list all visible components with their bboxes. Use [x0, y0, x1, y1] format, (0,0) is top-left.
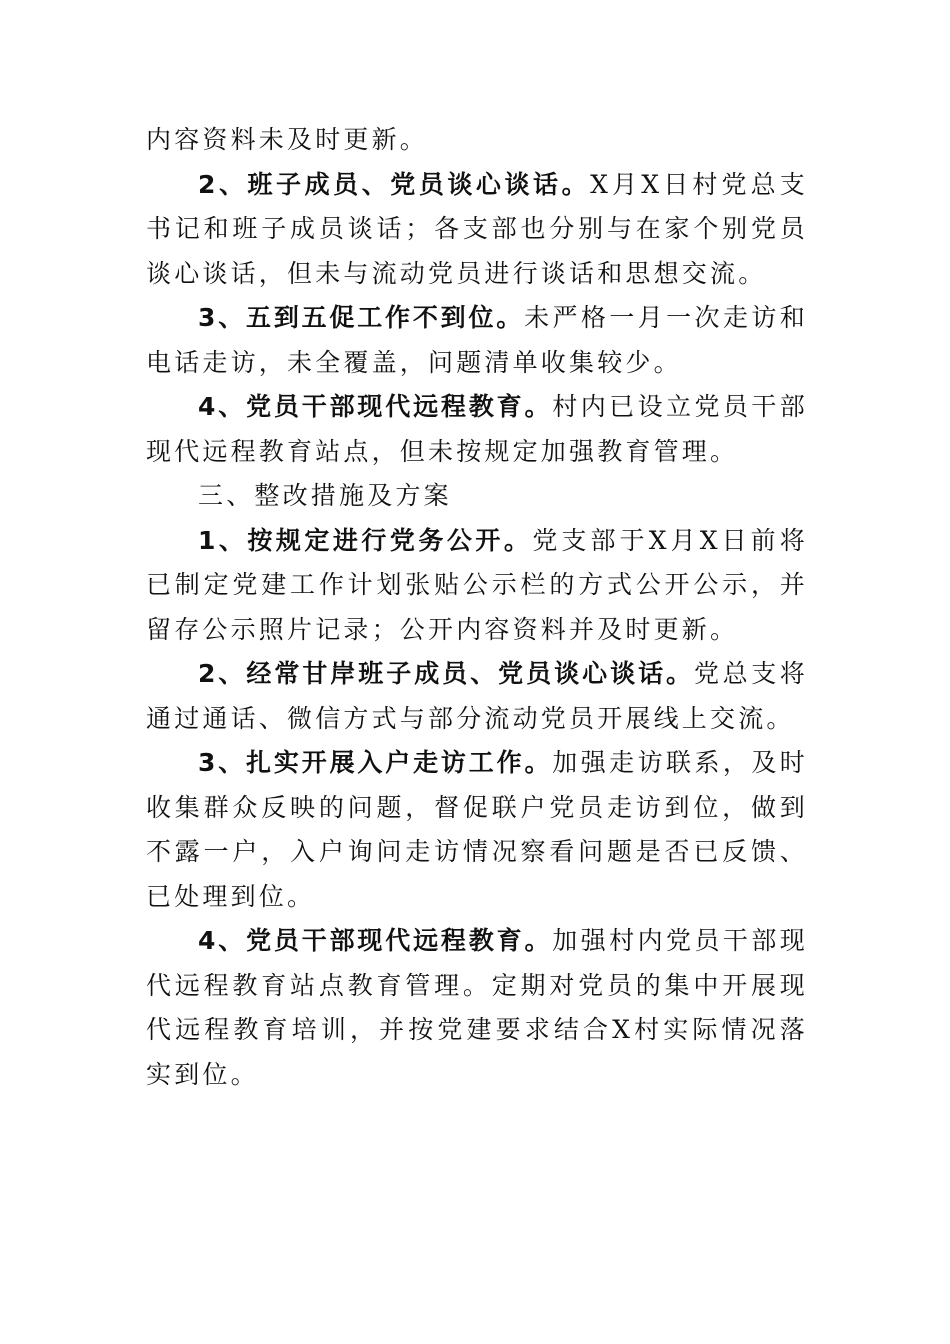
measure-lead: 4、党员干部现代远程教育。 — [198, 926, 553, 955]
measure-lead: 2、经常甘岸班子成员、党员谈心谈话。 — [198, 659, 695, 688]
problem-lead: 4、党员干部现代远程教育。 — [198, 392, 553, 421]
document-body — [146, 118, 808, 1097]
problem-lead: 2、班子成员、党员谈心谈话。 — [198, 169, 591, 199]
measure-paragraph-1 — [146, 519, 808, 653]
measure-paragraph-2 — [146, 652, 808, 741]
problem-lead: 3、五到五促工作不到位。 — [198, 303, 525, 332]
measure-body: 加强走访联系，及时收集群众反映的问题，督促联户党员走访到位，做到不露一户，入户询问走访情况察看问题是否已反馈、已处理到位。 — [146, 748, 808, 911]
problem-paragraph-4 — [146, 385, 808, 474]
problem-paragraph-2 — [146, 163, 808, 297]
section-heading: 三、整改措施及方案 — [198, 481, 452, 510]
measure-paragraph-3 — [146, 741, 808, 919]
measure-lead: 3、扎实开展入户走访工作。 — [198, 748, 553, 777]
measure-body: 党支部于X月X日前将已制定党建工作计划张贴公示栏的方式公开公示，并留存公示照片记录；公开内容资料并及时更新。 — [146, 525, 808, 644]
problem-body: 村内已设立党员干部现代远程教育站点，但未按规定加强教育管理。 — [146, 392, 808, 466]
problem-body: X月X日村党总支书记和班子成员谈话；各支部也分别与在家个别党员谈心谈话，但未与流动党员进行谈话和思想交流。 — [146, 169, 809, 288]
problem-paragraph-3 — [146, 296, 808, 385]
continuation-paragraph — [146, 118, 808, 163]
measure-body: 党总支将通过通话、微信方式与部分流动党员开展线上交流。 — [146, 659, 808, 733]
problem-body: 未严格一月一次走访和电话走访，未全覆盖，问题清单收集较少。 — [146, 303, 808, 377]
continuation-text: 内容资料未及时更新。 — [146, 125, 429, 154]
measure-lead: 1、按规定进行党务公开。 — [198, 525, 533, 555]
measure-paragraph-4 — [146, 919, 808, 1097]
measure-body: 加强村内党员干部现代远程教育站点教育管理。定期对党员的集中开展现代远程教育培训，并按党建要求结合X村实际情况落实到位。 — [146, 926, 808, 1089]
